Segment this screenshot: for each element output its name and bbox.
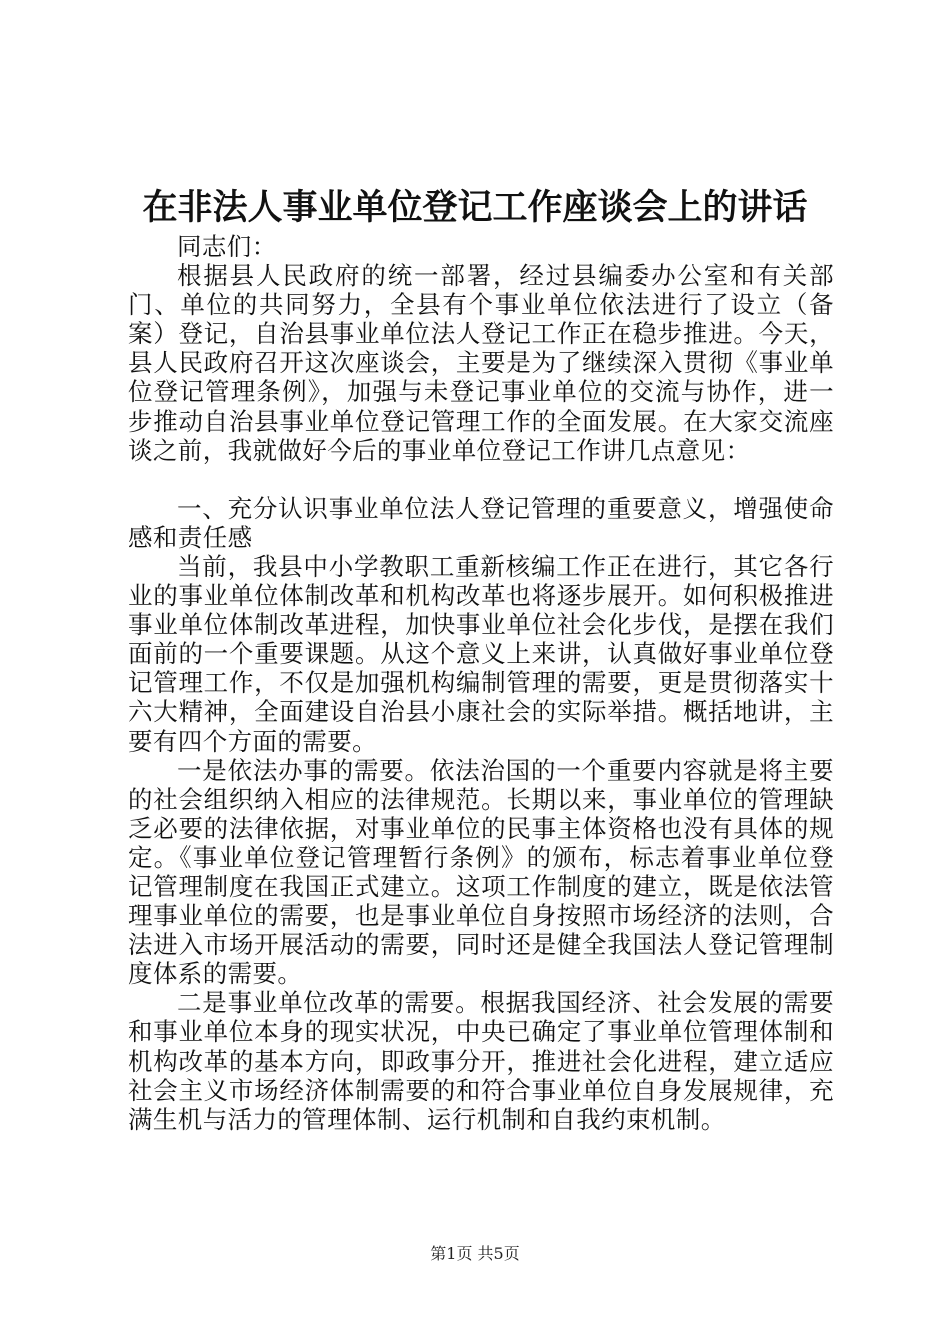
page-footer: 第1页 共5页 xyxy=(430,1244,520,1263)
paragraph-second-need: 二是事业单位改革的需要。根据我国经济、社会发展的需要和事业单位本身的现实状况，中央已确定了事业单位管理体制和机构改革的基本方向，即政事分开，推进社会化进程，建立适应社会主义市场经济体制需要的和符合事业单位自身发展规律，充满生机与活力的管理体制、运行机制和自我约束机制。 xyxy=(128,988,834,1134)
salutation: 同志们： xyxy=(177,232,277,261)
paragraph-current-situation: 当前，我县中小学教职工重新核编工作正在进行，其它各行业的事业单位体制改革和机构改革也将逐步展开。如何积极推进事业单位体制改革进程，加快事业单位社会化步伐，是摆在我们面前的一个重要课题。从这个意义上来讲，认真做好事业单位登记管理工作，不仅是加强机构编制管理的需要，更是贯彻落实十六大精神，全面建设自治县小康社会的实际举措。概括地讲，主要有四个方面的需要。 xyxy=(128,551,834,756)
paragraph-spacer xyxy=(128,465,834,494)
intro-paragraph: 根据县人民政府的统一部署，经过县编委办公室和有关部门、单位的共同努力，全县有个事业单位依法进行了设立（备案）登记，自治县事业单位法人登记工作正在稳步推进。今天，县人民政府召开这次座谈会，主要是为了继续深入贯彻《事业单位登记管理条例》，加强与未登记事业单位的交流与协作，进一步推动自治县事业单位登记管理工作的全面发展。在大家交流座谈之前，我就做好今后的事业单位登记工作讲几点意见： xyxy=(128,261,834,465)
section-heading-1: 一、充分认识事业单位法人登记管理的重要意义，增强使命感和责任感 xyxy=(128,493,834,552)
document-title: 在非法人事业单位登记工作座谈会上的讲话 xyxy=(142,187,808,228)
paragraph-first-need: 一是依法办事的需要。依法治国的一个重要内容就是将主要的社会组织纳入相应的法律规范。长期以来，事业单位的管理缺乏必要的法律依据，对事业单位的民事主体资格也没有具体的规定。《事业单位登记管理暂行条例》的颁布，标志着事业单位登记管理制度在我国正式建立。这项工作制度的建立，既是依法管理事业单位的需要，也是事业单位自身按照市场经济的法则，合法进入市场开展活动的需要，同时还是健全我国法人登记管理制度体系的需要。 xyxy=(128,755,834,989)
document-body xyxy=(128,232,834,1134)
